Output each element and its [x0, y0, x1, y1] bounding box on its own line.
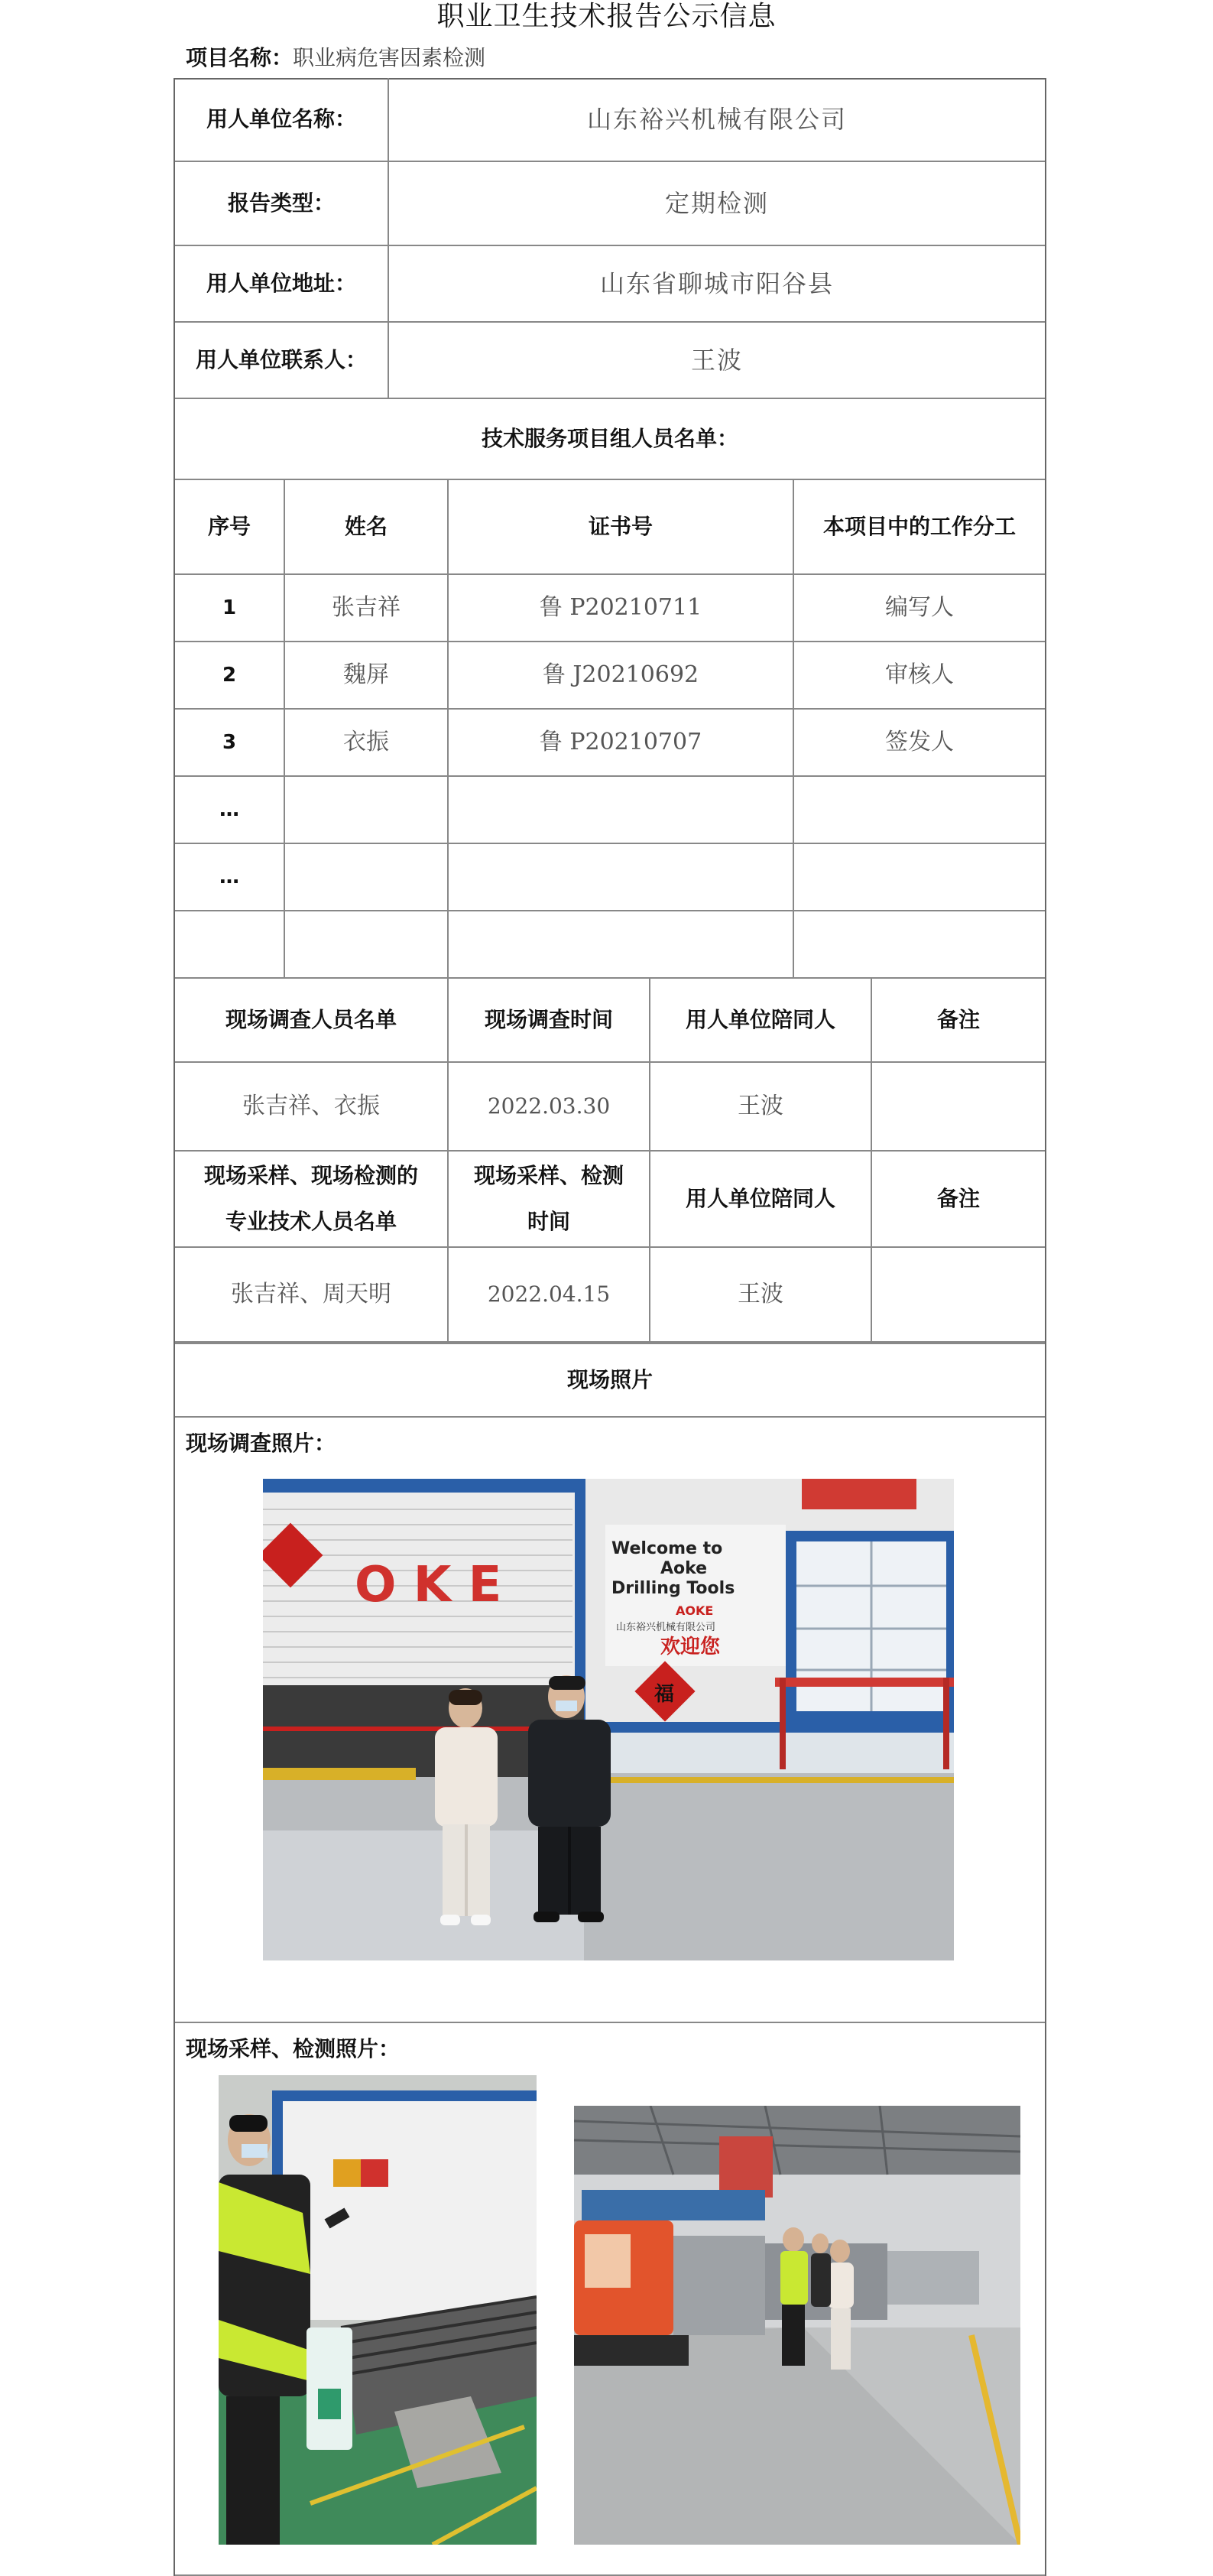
sampling-time: 2022.04.15 — [449, 1248, 650, 1343]
survey-col-note: 备注 — [872, 979, 1045, 1063]
staff-row-1-name: 张吉祥 — [285, 575, 449, 642]
sign-welcome: Welcome to — [611, 1539, 723, 1558]
page-title: 职业卫生技术报告公示信息 — [436, 1, 777, 32]
survey-note — [872, 1063, 1045, 1152]
sampling-col-time-line1: 现场采样、检测 — [473, 1163, 624, 1188]
project-line — [186, 44, 485, 72]
sampling-col-names — [175, 1152, 449, 1248]
report-table — [174, 78, 1046, 2576]
fu-symbol: 福 — [654, 1683, 675, 1706]
contact-value: 王波 — [389, 323, 1045, 399]
address-label: 用人单位地址： — [175, 246, 389, 323]
sampling-col-escort: 用人单位陪同人 — [650, 1152, 872, 1248]
staff-row-4-cert — [449, 777, 794, 844]
sign-company: 山东裕兴机械有限公司 — [616, 1622, 716, 1633]
sign-tools: Drilling Tools — [611, 1579, 735, 1598]
staff-row-4-role — [794, 777, 1045, 844]
photos-heading: 现场照片 — [175, 1343, 1045, 1418]
sampling-col-names-line2: 专业技术人员名单 — [225, 1209, 397, 1234]
staff-col-name: 姓名 — [285, 480, 449, 575]
staff-row-5-role — [794, 844, 1045, 911]
sign-brand: Aoke — [660, 1559, 708, 1578]
sampling-col-names-line1: 现场采样、现场检测的 — [203, 1163, 418, 1188]
survey-col-escort: 用人单位陪同人 — [650, 979, 872, 1063]
sampling-note — [872, 1248, 1045, 1343]
sampling-names: 张吉祥、周天明 — [175, 1248, 449, 1343]
staff-row-3-name: 衣振 — [285, 710, 449, 777]
staff-row-6-no — [175, 911, 285, 979]
staff-col-cert: 证书号 — [449, 480, 794, 575]
staff-row-4-no: … — [175, 777, 285, 844]
sampling-photo-2 — [574, 2106, 1020, 2545]
contact-label: 用人单位联系人： — [175, 323, 389, 399]
staff-col-role: 本项目中的工作分工 — [794, 480, 1045, 575]
survey-names: 张吉祥、衣振 — [175, 1063, 449, 1152]
staff-row-3-no: 3 — [175, 710, 285, 777]
staff-row-5-cert — [449, 844, 794, 911]
staff-row-6-name — [285, 911, 449, 979]
unit-name-value: 山东裕兴机械有限公司 — [389, 78, 1045, 162]
survey-photo — [263, 1479, 954, 1960]
staff-row-2-cert: 鲁 J20210692 — [449, 642, 794, 710]
project-value: 职业病危害因素检测 — [293, 45, 486, 70]
unit-name-label: 用人单位名称： — [175, 78, 389, 162]
staff-heading: 技术服务项目组人员名单： — [175, 399, 1045, 480]
door-text: O K E — [355, 1557, 502, 1613]
staff-row-6-role — [794, 911, 1045, 979]
survey-col-time: 现场调查时间 — [449, 979, 650, 1063]
staff-row-5-no: … — [175, 844, 285, 911]
sampling-col-time-line2: 时间 — [527, 1209, 570, 1234]
staff-row-1-role: 编写人 — [794, 575, 1045, 642]
sampling-escort: 王波 — [650, 1248, 872, 1343]
survey-photo-label: 现场调查照片： — [186, 1431, 336, 1456]
survey-escort: 王波 — [650, 1063, 872, 1152]
staff-row-4-name — [285, 777, 449, 844]
sampling-photo-label: 现场采样、检测照片： — [186, 2036, 401, 2061]
staff-row-2-role: 审核人 — [794, 642, 1045, 710]
address-value: 山东省聊城市阳谷县 — [389, 246, 1045, 323]
staff-row-5-name — [285, 844, 449, 911]
staff-row-3-cert: 鲁 P20210707 — [449, 710, 794, 777]
survey-time: 2022.03.30 — [449, 1063, 650, 1152]
staff-row-1-cert: 鲁 P20210711 — [449, 575, 794, 642]
sampling-photo-1 — [219, 2075, 537, 2545]
staff-row-6-cert — [449, 911, 794, 979]
report-type-label: 报告类型： — [175, 162, 389, 246]
sampling-col-note: 备注 — [872, 1152, 1045, 1248]
staff-row-2-name: 魏屏 — [285, 642, 449, 710]
staff-row-1-no: 1 — [175, 575, 285, 642]
project-label: 项目名称： — [186, 45, 294, 70]
survey-col-names: 现场调查人员名单 — [175, 979, 449, 1063]
sign-greeting: 欢迎您 — [660, 1636, 721, 1658]
sign-aoke: AOKE — [676, 1603, 714, 1618]
sampling-col-time — [449, 1152, 650, 1248]
staff-row-2-no: 2 — [175, 642, 285, 710]
report-type-value: 定期检测 — [389, 162, 1045, 246]
staff-row-3-role: 签发人 — [794, 710, 1045, 777]
staff-col-no: 序号 — [175, 480, 285, 575]
